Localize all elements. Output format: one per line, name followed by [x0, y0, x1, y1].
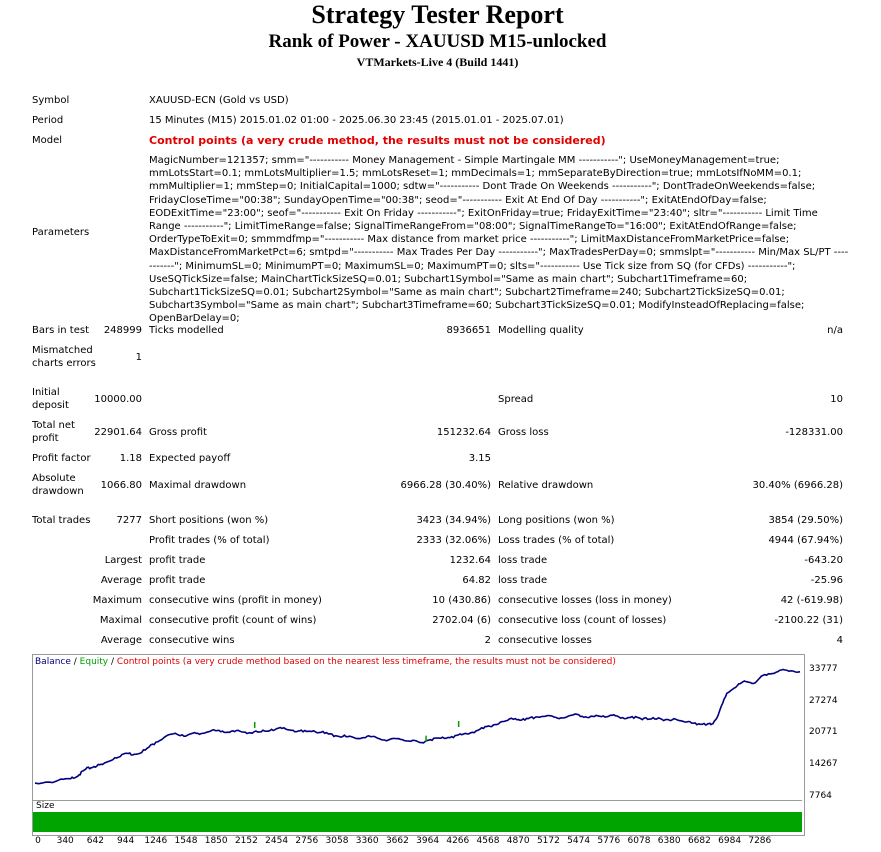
short-positions-label: Short positions (won %) [149, 515, 269, 526]
size-bar [33, 812, 802, 832]
net-profit-value: 22901.64 [94, 427, 142, 438]
x-tick-label: 3662 [385, 836, 409, 846]
profit-trades-label: Profit trades (% of total) [149, 535, 270, 546]
x-tick-label: 7286 [748, 836, 772, 846]
model-label: Model [32, 135, 63, 146]
x-tick-label: 6984 [718, 836, 742, 846]
mismatched-label-line2: charts errors [32, 358, 96, 369]
x-tick-label: 6682 [687, 836, 711, 846]
average-consecutive-wins-label: consecutive wins [149, 635, 235, 646]
profit-factor-label: Profit factor [32, 453, 91, 464]
short-positions-value: 3423 (34.94%) [416, 515, 491, 526]
x-tick-label: 1850 [204, 836, 228, 846]
x-tick-label: 3964 [416, 836, 440, 846]
average-loss-value: -25.96 [810, 575, 843, 586]
max-consecutive-wins-value: 10 (430.86) [432, 595, 491, 606]
x-tick-label: 5474 [567, 836, 591, 846]
expected-payoff-value: 3.15 [468, 453, 491, 464]
x-tick-label: 340 [56, 836, 74, 846]
maximal-consecutive-profit-value: 2702.04 (6) [432, 615, 491, 626]
x-tick-label: 5172 [536, 836, 560, 846]
y-tick-label: 33777 [809, 664, 838, 674]
maximal-label: Maximal [99, 615, 142, 626]
max-consecutive-losses-label: consecutive losses (loss in money) [498, 595, 672, 606]
deposit-label-line2: deposit [32, 400, 69, 411]
quality-value: n/a [827, 325, 843, 336]
net-profit-label-line2: profit [32, 433, 59, 444]
maximal-consecutive-loss-value: -2100.22 (31) [774, 615, 843, 626]
x-tick-label: 0 [35, 836, 41, 846]
size-label: Size [36, 801, 55, 811]
x-tick-label: 1246 [144, 836, 168, 846]
legend-note: Control points (a very crude method based on the nearest less timeframe, the results must not be considered) [116, 657, 616, 667]
report-title: Strategy Tester Report [311, 0, 564, 29]
average-loss-label: loss trade [498, 575, 548, 586]
largest-loss-label: loss trade [498, 555, 548, 566]
x-tick-label: 2454 [265, 836, 289, 846]
deposit-value: 10000.00 [94, 394, 142, 405]
legend-separator: / [108, 657, 117, 667]
parameters-value: MagicNumber=121357; smm="----------- Money Management - Simple Martingale MM -----------"; UseMoneyManagement=true; mmLotsStart=0.1; mmLotsMultiplier=1.5; mmLotsReset=1; mmDecimals=1; mmSeparateByDirection=true; mmLotsIfNoMM=0.1; mmMultiplier=1; mmStep=0; InitialCapital=1000; sdtw="----------- Dont Trade On Weekends -----------"; DontTradeOnWeekends=false; FridayCloseTime="00:38"; SundayOpenTime="00:38"; seod="----------- Exit At End Of Day -----------"; ExitAtEndOfDay=false; EODExitTime="23:00"; seof="----------- Exit On Friday -----------"; ExitOnFriday=true; FridayExitTime="23:40"; sltr="----------- Limit Time Range -----------"; LimitTimeRange=false; SignalTimeRangeFrom="08:00"; SignalTimeRangeTo="16:00"; ExitAtEndOfRange=false; OrderTypeToExit=0; smmmdfmp="----------- Max distance from market price -----------"; LimitMaxDistanceFromMarketPrice=false; MaxDistanceFromMarketPct=6; smtpd="----------- Max Trades Per Day -----------"; MaxTradesPerDay=0; smmslpt="----------- Min/Max SL/PT -----------"; MinimumSL=0; MinimumPT=0; MaximumSL=0; MaximumPT=0; slts="----------- Use Tick size from SQ (for CFDs) -----------"; UseSQTickSize=false; MainChartTickSizeSQ=0.01; Subchart1Symbol="Same as main chart"; Subchart1Timeframe=60; Subchart1TickSizeSQ=0.01; Subchart2Symbol="Same as main chart"; Subchart2Timeframe=240; Subchart2TickSizeSQ=0.01; Subchart3Symbol="Same as main chart"; Subchart3Timeframe=60; Subchart3TickSizeSQ=0.01; ModifyInsteadOfReplacing=false; OpenBarDelay=0; [149, 155, 849, 325]
y-tick-label: 27274 [809, 696, 838, 706]
average-profit-value: 64.82 [462, 575, 491, 586]
long-positions-label: Long positions (won %) [498, 515, 615, 526]
period-value: 15 Minutes (M15) 2015.01.02 01:00 - 2025.06.30 23:45 (2015.01.01 - 2025.07.01) [149, 115, 564, 126]
relative-drawdown-label: Relative drawdown [498, 480, 594, 491]
x-tick-label: 3360 [355, 836, 379, 846]
spread-label: Spread [498, 394, 534, 405]
x-tick-label: 2756 [295, 836, 319, 846]
x-tick-label: 4870 [506, 836, 530, 846]
largest-loss-value: -643.20 [804, 555, 843, 566]
average-consecutive-losses-label: consecutive losses [498, 635, 592, 646]
largest-label: Largest [104, 555, 142, 566]
maximal-drawdown-value: 6966.28 (30.40%) [400, 480, 491, 491]
chart-legend [35, 657, 616, 667]
spread-value: 10 [830, 394, 843, 405]
max-consecutive-losses-value: 42 (-619.98) [780, 595, 843, 606]
parameters-label: Parameters [32, 227, 90, 238]
symbol-value: XAUUSD-ECN (Gold vs USD) [149, 95, 289, 106]
gross-profit-value: 151232.64 [436, 427, 491, 438]
mismatched-value: 1 [135, 352, 142, 363]
absolute-drawdown-label-line2: drawdown [32, 486, 84, 497]
x-tick-label: 6078 [627, 836, 651, 846]
net-profit-label-line1: Total net [32, 420, 75, 431]
total-trades-value: 7277 [116, 515, 142, 526]
bars-value: 248999 [103, 325, 142, 336]
average-profit-label: profit trade [149, 575, 206, 586]
x-tick-label: 642 [86, 836, 104, 846]
gross-loss-value: -128331.00 [785, 427, 843, 438]
long-positions-value: 3854 (29.50%) [768, 515, 843, 526]
y-tick-label: 20771 [809, 727, 838, 737]
x-tick-label: 944 [117, 836, 135, 846]
period-label: Period [32, 115, 64, 126]
loss-trades-label: Loss trades (% of total) [498, 535, 615, 546]
mismatched-label-line1: Mismatched [32, 345, 93, 356]
profit-trades-value: 2333 (32.06%) [416, 535, 491, 546]
gross-profit-label: Gross profit [149, 427, 207, 438]
largest-profit-label: profit trade [149, 555, 206, 566]
quality-label: Modelling quality [498, 325, 584, 336]
x-tick-label: 2152 [234, 836, 258, 846]
x-tick-label: 4568 [476, 836, 500, 846]
average-label: Average [100, 575, 142, 586]
ticks-label: Ticks modelled [149, 325, 224, 336]
legend-balance: Balance [35, 657, 71, 667]
maximal-consecutive-loss-label: consecutive loss (count of losses) [498, 615, 667, 626]
expected-payoff-label: Expected payoff [149, 453, 231, 464]
x-tick-label: 4266 [446, 836, 470, 846]
y-tick-label: 7764 [809, 791, 832, 801]
legend-separator: / [70, 657, 80, 667]
absolute-drawdown-label-line1: Absolute [32, 473, 76, 484]
x-tick-label: 3058 [325, 836, 349, 846]
legend-equity: Equity [79, 657, 109, 667]
bars-label: Bars in test [32, 325, 89, 336]
average-consecutive-losses-value: 4 [836, 635, 843, 646]
max-consecutive-wins-label: consecutive wins (profit in money) [149, 595, 322, 606]
model-value: Control points (a very crude method, the results must not be considered) [149, 134, 606, 147]
x-tick-label: 6380 [657, 836, 681, 846]
average-consecutive-label: Average [100, 635, 142, 646]
profit-factor-value: 1.18 [119, 453, 142, 464]
server-info: VTMarkets-Live 4 (Build 1441) [356, 55, 519, 69]
x-tick-label: 5776 [597, 836, 621, 846]
report-subtitle: Rank of Power - XAUUSD M15-unlocked [268, 31, 607, 52]
average-consecutive-wins-value: 2 [484, 635, 491, 646]
ticks-value: 8936651 [446, 325, 491, 336]
x-tick-label: 1548 [174, 836, 198, 846]
loss-trades-value: 4944 (67.94%) [768, 535, 843, 546]
maximal-drawdown-label: Maximal drawdown [149, 480, 247, 491]
maximum-label: Maximum [92, 595, 142, 606]
absolute-drawdown-value: 1066.80 [100, 480, 142, 491]
largest-profit-value: 1232.64 [449, 555, 491, 566]
symbol-label: Symbol [32, 95, 70, 106]
deposit-label-line1: Initial [32, 387, 60, 398]
gross-loss-label: Gross loss [498, 427, 549, 438]
relative-drawdown-value: 30.40% (6966.28) [752, 480, 843, 491]
maximal-consecutive-profit-label: consecutive profit (count of wins) [149, 615, 317, 626]
total-trades-label: Total trades [32, 515, 91, 526]
y-tick-label: 14267 [809, 759, 838, 769]
